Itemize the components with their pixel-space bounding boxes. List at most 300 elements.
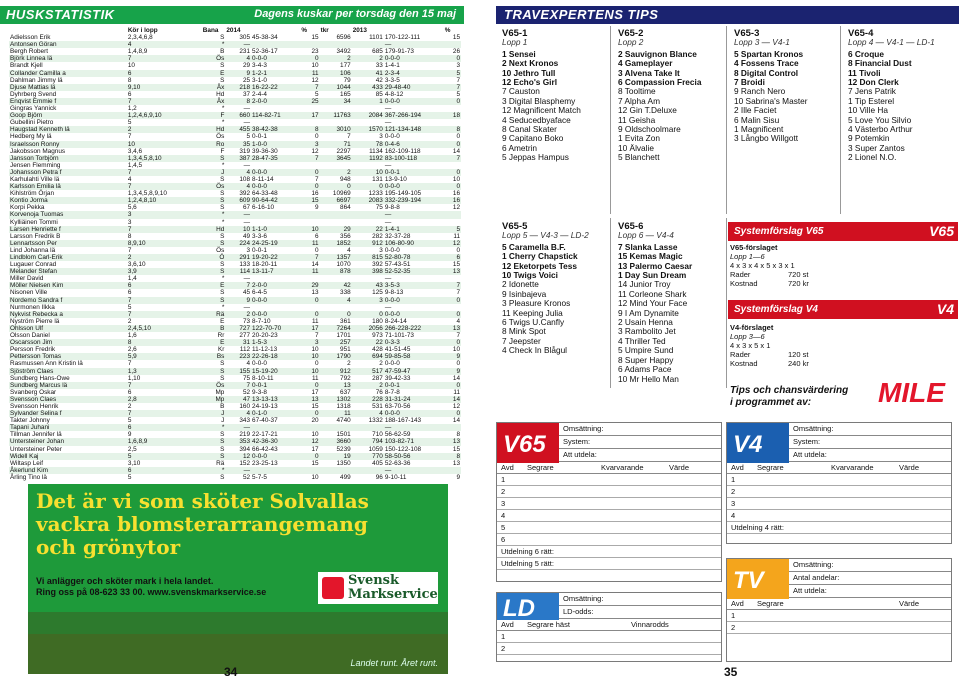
table-cell: 0	[444, 410, 461, 417]
table-cell: 2,4,5,10	[127, 325, 202, 332]
tip-column	[502, 222, 614, 356]
table-cell: 52-80-78	[384, 254, 444, 261]
table-cell: 37	[242, 90, 251, 98]
table-cell: 5	[315, 90, 319, 98]
table-cell: 10	[452, 175, 460, 183]
table-cell: 7	[444, 155, 461, 162]
grid-col: Vinnarodds	[631, 620, 669, 629]
ad-slogan: Landet runt. Året runt.	[350, 658, 438, 668]
table-cell: 7	[127, 410, 202, 417]
table-cell: 1,10	[127, 374, 141, 382]
coupon-ld	[496, 592, 722, 662]
table-cell: 1350	[336, 459, 351, 467]
coupon-grid-header	[727, 463, 951, 474]
tip-item: 4 Check In Blågul	[502, 346, 568, 356]
markservice-ad	[28, 484, 448, 674]
table-cell: 973	[372, 332, 383, 340]
table-cell: 20-20-23	[252, 332, 278, 340]
grid-col: Kvarvarande	[601, 463, 644, 472]
table-cell	[320, 304, 352, 311]
table-cell: Tapani Juhani	[9, 424, 127, 431]
table-cell: 10	[300, 226, 319, 233]
table-cell: 694	[352, 353, 384, 360]
system-label: V4-förslaget	[730, 323, 774, 332]
table-cell: 1,2,4,8,10	[127, 197, 202, 204]
table-cell: Nisonen Ville	[10, 289, 48, 297]
table-cell: 56-62-59	[384, 431, 411, 439]
table-row	[9, 360, 461, 367]
table-cell: Lindblom Carl-Erik	[9, 254, 127, 261]
table-cell	[444, 219, 461, 226]
tip-item: 6 Croque	[848, 49, 884, 59]
table-cell: 17	[311, 445, 319, 453]
table-cell: 7	[444, 84, 461, 91]
table-cell: *	[221, 218, 225, 226]
table-cell: 180	[372, 317, 383, 325]
system-v4-title: Systemförslag V4	[734, 304, 818, 315]
table-cell: F	[202, 112, 226, 119]
tip-item: 12 Gin T.Deluxe	[618, 106, 677, 116]
page-number-right: 35	[724, 665, 738, 679]
system-formula: 4 x 3 x 4 x 5 x 3 x 1	[730, 261, 795, 270]
coupon-v4	[726, 422, 952, 544]
table-cell: 3	[456, 62, 460, 70]
table-cell: 2-3-4	[384, 70, 444, 77]
table-cell: 2	[379, 360, 383, 368]
table-row	[9, 467, 461, 474]
table-cell	[444, 162, 461, 169]
table-row	[9, 119, 461, 126]
table-row	[9, 382, 461, 389]
table-cell: *	[202, 211, 226, 218]
tip-item: 8 Super Happy	[618, 355, 674, 365]
table-row	[9, 105, 461, 112]
col-header: Bana	[202, 27, 219, 34]
table-cell: 4740	[336, 417, 351, 425]
table-cell: 4	[456, 317, 460, 325]
table-cell: 64-33-48	[252, 190, 278, 198]
col-header: %	[444, 27, 451, 34]
table-cell: 6596	[336, 34, 351, 42]
table-cell: 103-82-71	[384, 438, 444, 445]
table-cell: —	[384, 41, 444, 48]
table-cell: S	[220, 34, 225, 42]
table-cell: 12	[444, 240, 461, 247]
grid-row: 3	[727, 498, 951, 510]
table-cell: 1-0-0	[251, 141, 300, 148]
table-cell: 3-1-0	[252, 76, 267, 84]
table-cell: S	[220, 232, 225, 240]
table-cell: 152	[239, 459, 251, 467]
coupon-field: Antal andelar:	[789, 572, 951, 585]
driver-stats-table	[9, 27, 461, 481]
tip-item: 8 Tooltime	[618, 87, 656, 97]
table-cell	[251, 211, 300, 218]
table-cell: 1-5-3	[251, 339, 300, 346]
tip-item: 4 Thriller Ted	[618, 336, 666, 346]
grass-band-dark	[28, 634, 448, 674]
tip-item: 2 Next Kronos	[502, 59, 559, 69]
table-cell: 291	[225, 254, 251, 261]
table-cell: 39-36-30	[252, 147, 278, 155]
table-cell: 0	[456, 133, 460, 141]
table-cell: 8-7-10	[252, 317, 271, 325]
table-cell: 218	[225, 84, 251, 91]
table-cell: Möller Nielsen Kim	[9, 282, 127, 289]
table-cell: 13	[444, 438, 461, 445]
table-cell: 1,4	[127, 275, 137, 283]
table-cell: Goop Björn	[9, 112, 127, 119]
table-cell: Åx	[202, 84, 226, 91]
table-cell: 7	[127, 169, 202, 176]
table-cell: 10	[300, 353, 319, 360]
tip-item: 10 Sabrina's Master	[734, 96, 808, 106]
table-cell	[300, 219, 319, 226]
table-cell: 3	[379, 246, 383, 254]
table-cell: 52-36-17	[252, 48, 278, 56]
table-cell	[444, 304, 461, 311]
table-cell: 531	[372, 402, 383, 410]
tip-column	[734, 29, 846, 144]
table-cell: —	[384, 218, 392, 226]
table-row	[9, 204, 461, 211]
coupon-field: LD-odds:	[559, 606, 721, 619]
v4-logo: V4	[936, 301, 954, 317]
table-cell: 792	[340, 374, 351, 382]
tip-item: 1 Day Sun Dream	[618, 271, 687, 281]
table-cell: 11	[300, 268, 319, 275]
kostnad-label: Kostnad	[730, 359, 758, 368]
system-v65	[730, 243, 850, 288]
table-cell: 3-3-5	[384, 76, 400, 84]
table-row	[9, 368, 461, 375]
col-header: %	[301, 27, 307, 34]
table-cell: 9	[456, 473, 460, 481]
table-cell: 794	[352, 438, 384, 445]
table-cell	[251, 162, 300, 169]
grid-row: 1	[727, 474, 951, 486]
col-header: tkr	[320, 27, 329, 34]
table-cell: Hd	[202, 126, 226, 133]
table-row	[9, 148, 461, 155]
table-cell: 5	[127, 417, 132, 425]
table-cell: 4	[347, 246, 351, 254]
table-cell: Ös	[202, 55, 226, 62]
v65-logo: V65	[929, 223, 954, 239]
table-cell: 1357	[320, 254, 352, 261]
table-cell: 32-37-28	[384, 232, 411, 240]
table-cell: Larsen Henriette f	[9, 226, 127, 233]
table-cell: —	[225, 424, 251, 431]
table-cell: 2	[352, 382, 384, 389]
table-cell: 5,9	[127, 353, 202, 360]
table-cell: 11	[300, 240, 319, 247]
table-cell: 12	[300, 438, 319, 445]
table-row	[9, 84, 461, 91]
table-cell: 26	[452, 48, 460, 56]
table-row	[9, 162, 461, 169]
stats-header	[0, 6, 464, 24]
table-cell: 609	[225, 197, 251, 204]
table-cell: —	[384, 424, 444, 431]
grid-row: 5	[497, 522, 721, 534]
table-cell: 7	[127, 382, 202, 389]
table-cell: 6	[127, 282, 202, 289]
table-cell: B	[202, 325, 226, 332]
table-cell: 1,3,4,5,8,9,10	[127, 190, 167, 198]
table-cell	[251, 105, 300, 112]
table-cell: 0-0-1	[252, 246, 267, 254]
tip-item: 7 Jens Patrik	[848, 87, 896, 97]
table-cell: 9-8-8	[384, 204, 400, 212]
table-cell: 0-0-0	[384, 133, 400, 141]
table-cell: 67	[242, 204, 251, 212]
tip-item: 11 Geisha	[618, 115, 656, 125]
table-cell: 6	[127, 70, 202, 77]
table-cell	[251, 219, 300, 226]
logo-line: Svensk	[348, 573, 399, 588]
table-cell: 0	[315, 133, 319, 141]
table-cell: 25	[242, 76, 251, 84]
table-cell: 24-25-19	[251, 240, 300, 247]
table-cell: 387	[225, 155, 251, 162]
coupon-grid-header	[497, 620, 721, 631]
tip-item: 7 Alpha Am	[618, 96, 660, 106]
tip-item: 14 Junior Troy	[618, 280, 671, 290]
coupon-fields	[789, 423, 951, 463]
table-cell: 0	[444, 311, 461, 318]
table-cell: 1	[352, 98, 384, 105]
table-cell: 17	[300, 325, 319, 332]
table-row	[9, 446, 461, 453]
table-cell: 8-11-14	[252, 175, 274, 183]
table-cell: 770	[352, 453, 384, 460]
table-cell	[352, 219, 384, 226]
table-row	[9, 98, 461, 105]
table-cell: 52	[242, 473, 251, 481]
table-cell: 0	[444, 55, 461, 62]
table-cell: Nykvist Rebecka a	[9, 311, 127, 318]
mile-logo: MILE	[878, 377, 945, 408]
table-cell: 12	[225, 453, 251, 460]
table-cell: 45	[242, 289, 251, 297]
table-cell: S	[220, 190, 225, 198]
table-cell: Lind Johanna lä	[10, 246, 56, 254]
table-cell: S	[220, 204, 225, 212]
coupon-field: Att utdela:	[789, 585, 951, 598]
table-cell: 13-11-7	[251, 268, 300, 275]
tip-item: 1 Sensei	[502, 49, 536, 59]
table-cell: S	[202, 155, 226, 162]
table-cell: 67-40-37	[252, 417, 278, 425]
table-row	[9, 219, 461, 226]
table-cell: 0-0-0	[384, 246, 400, 254]
table-cell: 8	[127, 339, 202, 346]
table-row	[9, 474, 461, 481]
table-cell: 7	[127, 98, 202, 105]
table-row	[9, 240, 461, 247]
grid-row: 1	[497, 474, 721, 486]
table-cell: 3-3-6	[252, 232, 267, 240]
table-cell: E	[202, 282, 226, 289]
table-cell: 405	[372, 459, 383, 467]
table-cell: 122-70-70	[251, 325, 300, 332]
table-cell: S	[202, 453, 226, 460]
table-cell: *	[221, 105, 225, 113]
table-cell	[444, 275, 461, 282]
coupon-v65	[496, 422, 722, 582]
table-cell: 0	[444, 141, 461, 148]
table-cell: 76	[375, 388, 383, 396]
table-cell: 660	[225, 112, 251, 119]
table-row	[9, 389, 461, 396]
table-cell: 3,4,6	[127, 147, 143, 155]
tip-item: 9 Ranch Nero	[734, 87, 786, 97]
coupon-grid-header	[727, 599, 951, 610]
table-cell: 22-17-21	[252, 431, 278, 439]
table-row	[9, 318, 461, 325]
table-cell: 11	[311, 317, 319, 325]
tip-item: 5 Caramella B.F.	[502, 242, 566, 252]
tip-item: 1 Magnificent	[734, 125, 784, 135]
grid-row: 6	[497, 534, 721, 546]
table-row	[9, 77, 461, 84]
table-cell: 1852	[320, 240, 352, 247]
table-cell: 42	[375, 76, 383, 84]
table-cell: 1701	[336, 332, 351, 340]
table-cell: 282	[372, 232, 383, 240]
table-cell: 8	[300, 126, 319, 133]
table-cell: 0-0-1	[251, 382, 300, 389]
table-cell: *	[202, 41, 226, 48]
stats-subtitle: Dagens kuskar per torsdag den 15 maj	[254, 8, 456, 20]
table-cell: Untersteiner Peter	[10, 445, 62, 453]
table-cell: 71-101-73	[384, 332, 414, 340]
tip-item: 1 Evita Zon	[618, 134, 660, 144]
grid-col: Avd	[731, 599, 744, 608]
table-cell: 3-4-3	[252, 62, 267, 70]
table-cell: 8-10-11	[252, 374, 274, 382]
table-cell: 22	[352, 339, 384, 346]
table-cell: Bs	[202, 353, 226, 360]
tip-column-sub: Lopp 5 — V4-3 — LD-2	[502, 230, 589, 241]
table-cell: Israelsson Ronny	[9, 141, 127, 148]
rader-value: 720 st	[788, 270, 809, 279]
table-cell: 4	[225, 410, 251, 417]
table-cell: 8	[444, 126, 461, 133]
ad-headline-line: och grönytor	[36, 535, 181, 559]
table-cell: 45-38-34	[252, 34, 278, 42]
table-cell: Oscarsson Jim	[9, 339, 127, 346]
table-cell: 16	[311, 190, 319, 198]
table-cell: 7	[347, 133, 351, 141]
table-cell: 2	[127, 317, 132, 325]
col-header: 2014	[226, 27, 241, 34]
grid-col: Avd	[731, 463, 744, 472]
table-cell: Nordemo Sandra f	[9, 297, 127, 304]
table-cell: 7	[225, 282, 251, 289]
table-row	[9, 460, 461, 467]
table-cell	[300, 105, 319, 112]
table-cell: —	[225, 467, 251, 474]
table-cell: 121-134-148	[384, 126, 444, 133]
table-cell: 0-0-1	[252, 133, 267, 141]
tip-item: 10 Twigs Voici	[502, 271, 558, 281]
table-cell: 15	[311, 34, 319, 42]
table-cell: 2	[352, 55, 384, 62]
kostnad-value: 240 kr	[788, 359, 809, 368]
table-cell: Collander Camilla a	[9, 70, 127, 77]
table-cell: —	[243, 303, 251, 311]
grid-col: Segrare häst	[527, 620, 570, 629]
table-cell: —	[243, 218, 251, 226]
kostnad-label: Kostnad	[730, 279, 758, 288]
table-cell: 6-4-5	[252, 289, 267, 297]
table-cell: Hedberg My lä	[10, 133, 52, 141]
table-row	[9, 396, 461, 403]
system-formula: 4 x 3 x 5 x 1	[730, 341, 771, 350]
table-cell: 257	[320, 339, 352, 346]
table-cell: 63-70-56	[384, 402, 411, 410]
table-cell: 4	[246, 360, 251, 368]
tip-item: 5 Spartan Kronos	[734, 49, 804, 59]
table-row	[9, 304, 461, 311]
table-cell: 19-20-22	[251, 254, 300, 261]
table-cell: 1-2-1	[251, 70, 300, 77]
table-cell: 7	[225, 382, 251, 389]
table-cell: 2	[320, 55, 352, 62]
table-cell	[444, 119, 461, 126]
rader-label: Rader	[730, 350, 751, 359]
tip-item: 12 Magnificent Match	[502, 106, 581, 116]
table-cell	[320, 162, 352, 169]
table-row	[9, 417, 461, 424]
table-cell: Lugauer Conrad	[10, 261, 57, 269]
coupon-fields	[559, 423, 721, 463]
tip-column-sub: Lopp 1	[502, 37, 528, 48]
table-cell: 3660	[320, 438, 352, 445]
table-cell: 1-1-0	[251, 226, 300, 233]
tip-item: 10 Mr Hello Man	[618, 374, 679, 384]
table-cell: 5	[456, 90, 460, 98]
table-row	[9, 261, 461, 268]
table-cell: 0	[456, 246, 460, 254]
table-cell: 15	[300, 197, 319, 204]
table-cell: Rasmussen Ann Kristin lä	[10, 360, 83, 368]
table-cell: 7	[300, 254, 319, 261]
tip-item: 5 Umpire Sund	[618, 346, 674, 356]
table-row	[9, 41, 461, 48]
tip-item: 7 Broidi	[734, 78, 765, 88]
table-cell: 0	[444, 98, 461, 105]
table-cell: S	[220, 431, 225, 439]
table-cell: Korvenoja Tuomas	[9, 211, 127, 218]
table-cell: J	[202, 410, 226, 417]
tip-item: 6 Compassion Frecia	[618, 78, 702, 88]
table-cell: 7	[456, 76, 460, 84]
table-cell: 2084	[352, 112, 384, 119]
table-cell: 15	[311, 459, 319, 467]
table-cell	[352, 119, 384, 126]
table-cell: 5	[444, 226, 461, 233]
tip-item: 2 Idonette	[502, 280, 539, 290]
table-row	[9, 133, 461, 140]
table-cell: 0-0-0	[252, 360, 267, 368]
table-cell: 287	[372, 374, 383, 382]
kostnad-value: 720 kr	[788, 279, 809, 288]
table-cell	[352, 105, 384, 112]
table-cell: 5,6	[127, 204, 137, 212]
